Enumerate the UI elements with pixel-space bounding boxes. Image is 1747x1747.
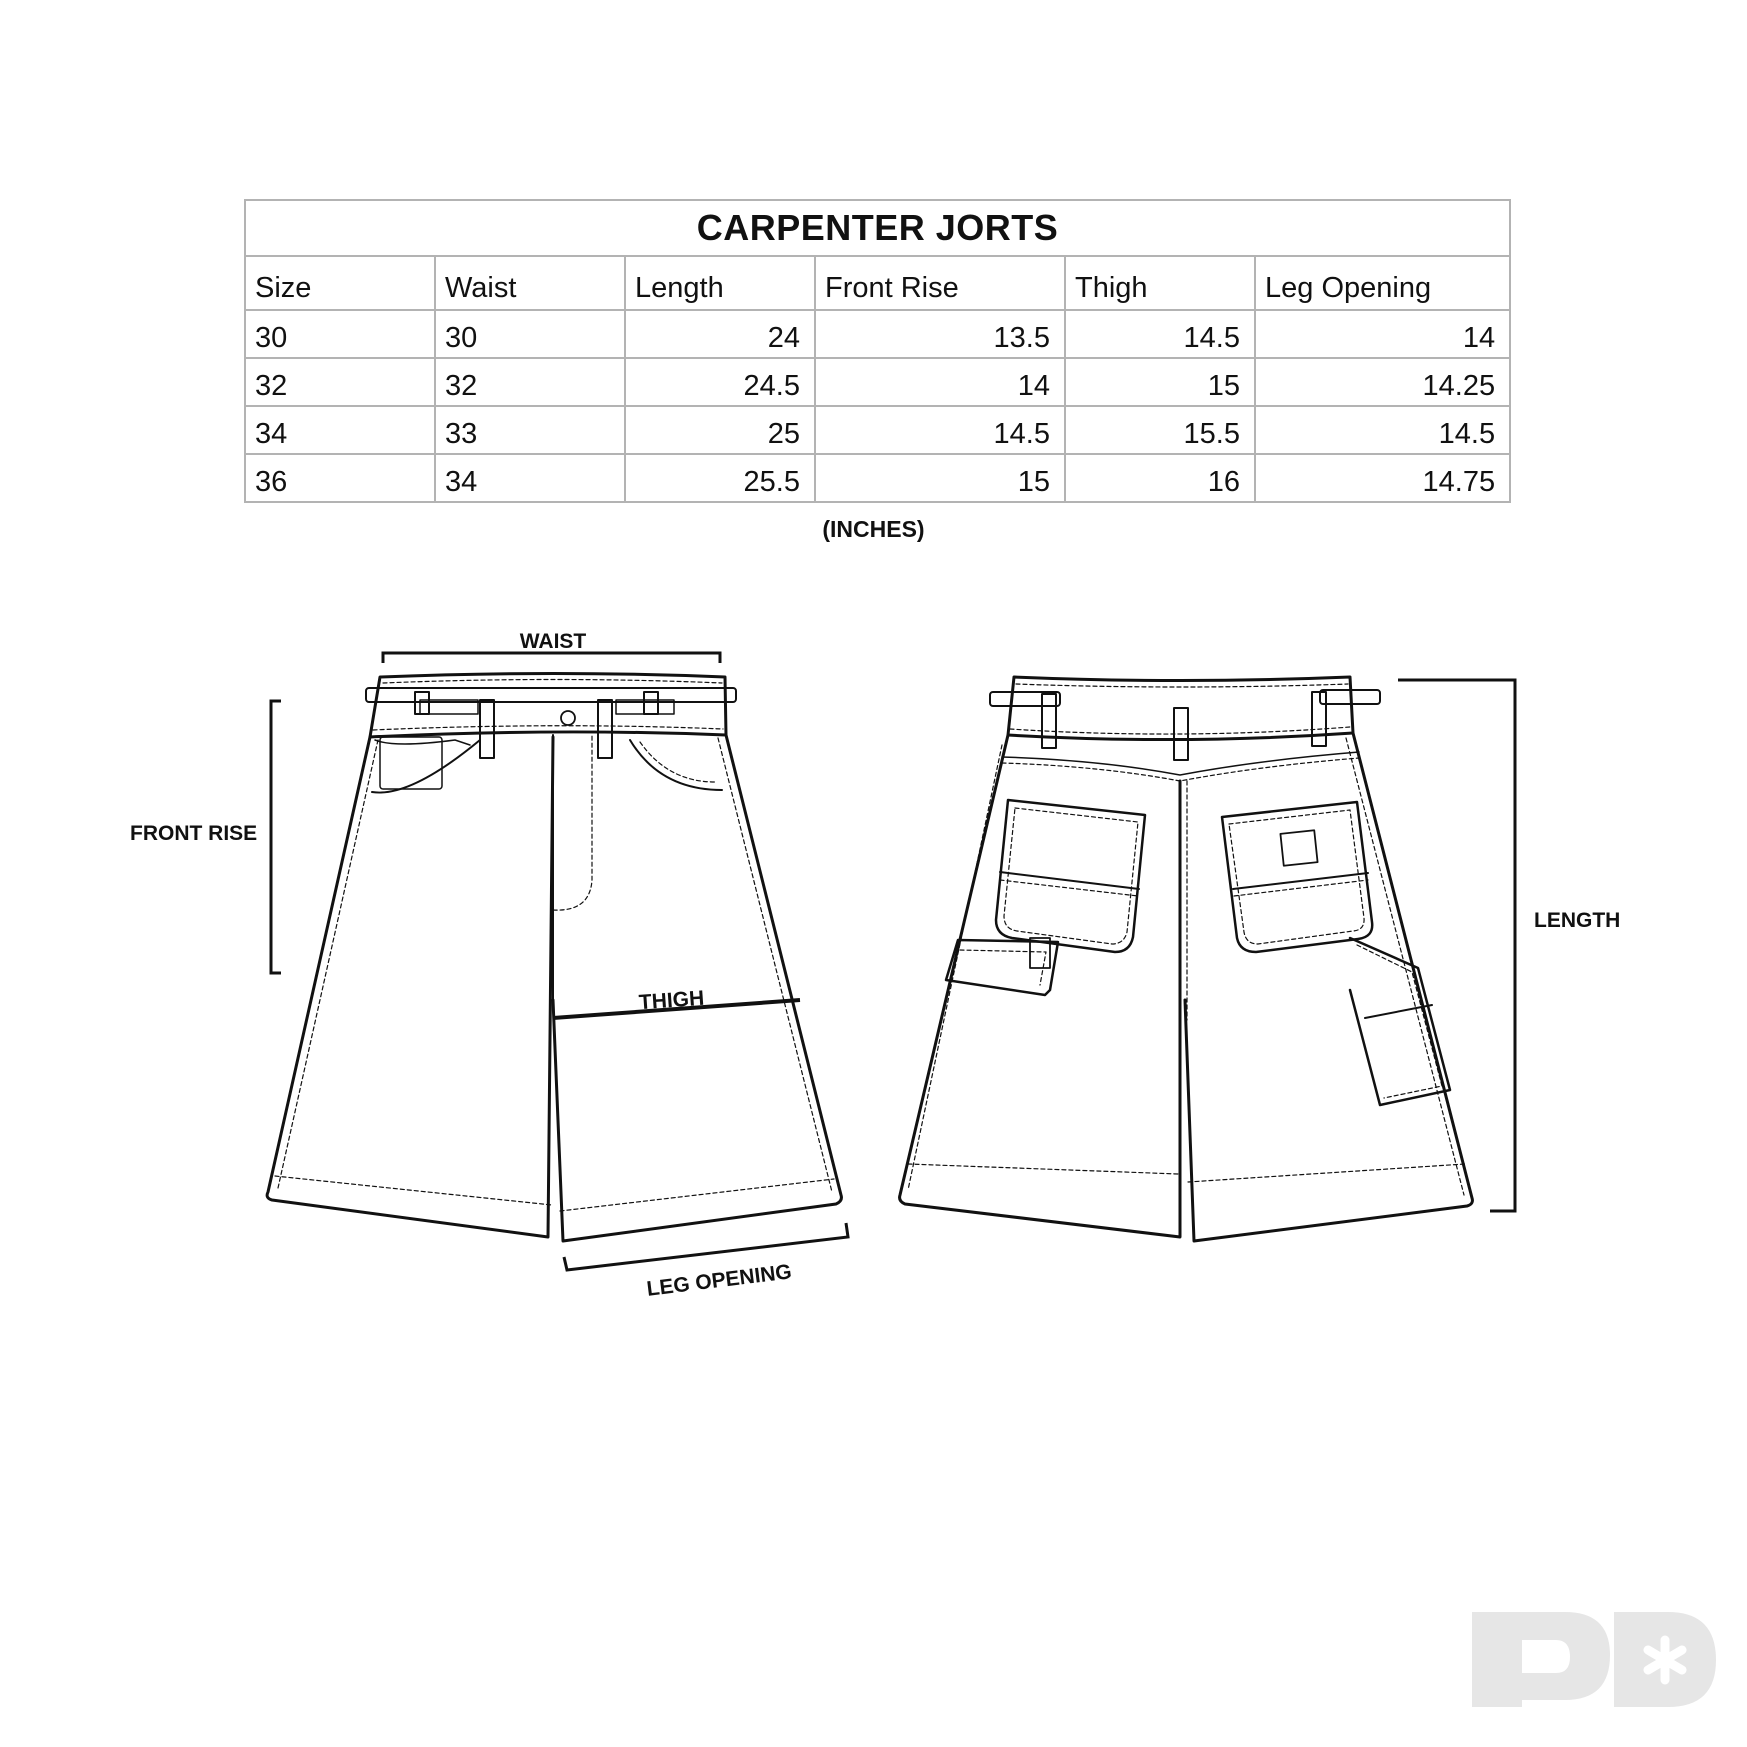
pd-watermark-logo — [1472, 1612, 1716, 1707]
length-cell: 25 — [625, 406, 815, 454]
length-cell: 24 — [625, 310, 815, 358]
logo-patch-icon — [1280, 830, 1317, 865]
front-rise-cell: 13.5 — [815, 310, 1065, 358]
thigh-cell: 15 — [1065, 358, 1255, 406]
thigh-cell: 14.5 — [1065, 310, 1255, 358]
leg-opening-cell: 14 — [1255, 310, 1510, 358]
length-label: LENGTH — [1534, 909, 1621, 932]
size-cell: 36 — [245, 454, 435, 502]
column-header-length: Length — [625, 256, 815, 310]
leg-opening-cell: 14.75 — [1255, 454, 1510, 502]
size-cell: 32 — [245, 358, 435, 406]
leg-opening-cell: 14.25 — [1255, 358, 1510, 406]
front-view-shorts — [267, 674, 841, 1242]
waist-cell: 32 — [435, 358, 625, 406]
length-cell: 25.5 — [625, 454, 815, 502]
thigh-label: THIGH — [638, 986, 705, 1015]
front-rise-measure-bracket — [271, 701, 281, 973]
size-cell: 34 — [245, 406, 435, 454]
waist-cell: 33 — [435, 406, 625, 454]
column-header-waist: Waist — [435, 256, 625, 310]
leg-opening-cell: 14.5 — [1255, 406, 1510, 454]
waist-measure-bracket — [383, 653, 720, 663]
waist-cell: 34 — [435, 454, 625, 502]
size-cell: 30 — [245, 310, 435, 358]
thigh-cell: 16 — [1065, 454, 1255, 502]
leg-opening-measure-bracket — [564, 1223, 848, 1270]
waist-label: WAIST — [519, 630, 587, 653]
waist-cell: 30 — [435, 310, 625, 358]
column-header-leg-opening: Leg Opening — [1255, 256, 1510, 310]
column-header-thigh: Thigh — [1065, 256, 1255, 310]
length-cell: 24.5 — [625, 358, 815, 406]
table-title: CARPENTER JORTS — [245, 200, 1510, 256]
units-label: (INCHES) — [822, 516, 925, 542]
back-view-shorts — [900, 677, 1473, 1241]
leg-opening-label: LEG OPENING — [645, 1260, 793, 1301]
front-rise-cell: 14 — [815, 358, 1065, 406]
column-header-size: Size — [245, 256, 435, 310]
front-rise-cell: 14.5 — [815, 406, 1065, 454]
length-measure-bracket — [1398, 680, 1515, 1211]
column-header-front-rise: Front Rise — [815, 256, 1065, 310]
thigh-cell: 15.5 — [1065, 406, 1255, 454]
front-rise-label: FRONT RISE — [130, 822, 258, 845]
front-rise-cell: 15 — [815, 454, 1065, 502]
